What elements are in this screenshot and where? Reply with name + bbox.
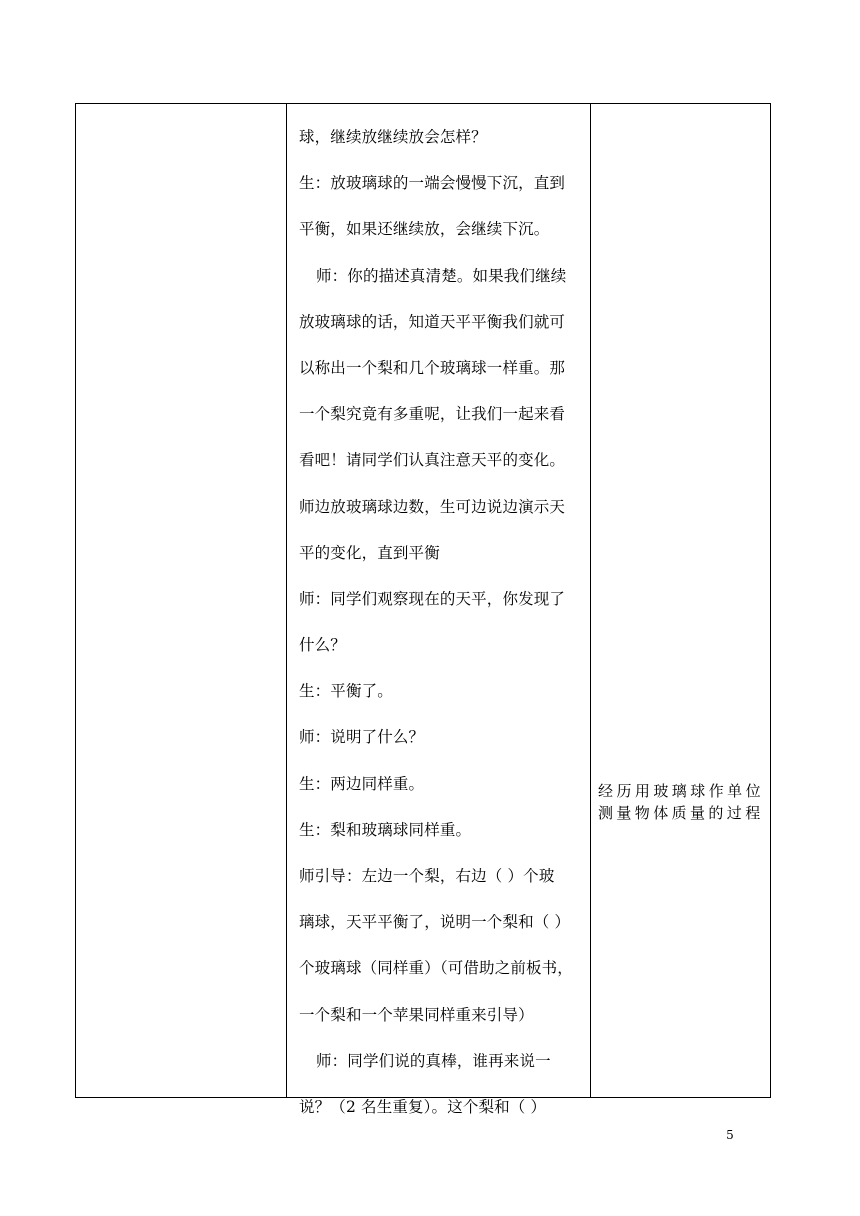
lesson-plan-table <box>75 103 771 1116</box>
dialogue-line: 一个梨究竟有多重呢，让我们一起来看 <box>299 405 566 424</box>
dialogue-line: 平的变化，直到平衡 <box>299 543 440 562</box>
dialogue-line: 看吧！请同学们认真注意天平的变化。 <box>299 451 566 470</box>
dialogue-line: 球，继续放继续放会怎样？ <box>299 128 487 146</box>
dialogue-line: 师引导：左边一个梨，右边（ ）个玻 <box>299 867 555 885</box>
dialogue-line: 什么？ <box>299 636 346 655</box>
table-column-teaching-process <box>287 104 591 1116</box>
dialogue-paragraph-list <box>299 114 581 1130</box>
dialogue-line: 平衡，如果还继续放，会继续下沉。 <box>299 220 550 239</box>
dialogue-line: 放玻璃球的话，知道天平平衡我们就可 <box>299 312 566 331</box>
dialogue-line: 师边放玻璃球边数，生可边说边演示天 <box>299 497 566 516</box>
dialogue-line: 生：两边同样重。 <box>299 774 425 793</box>
dialogue-line: 师：同学们观察现在的天平，你发现了 <box>299 589 566 608</box>
dialogue-line: 师：你的描述真清楚。如果我们继续 <box>316 266 567 285</box>
dialogue-line: 个玻璃球（同样重）（可借助之前板书， <box>299 959 573 978</box>
dialogue-line: 以称出一个梨和几个玻璃球一样重。那 <box>299 358 566 377</box>
dialogue-line: 说？（2 名生重复）。这个梨和（ ） <box>299 1097 547 1116</box>
page-number: 5 <box>726 1128 734 1142</box>
table-column-design-intent <box>591 104 770 1097</box>
dialogue-line: 生：梨和玻璃球同样重。 <box>299 820 472 839</box>
table-column-left <box>76 104 287 1097</box>
dialogue-line: 璃球，天平平衡了，说明一个梨和（ ） <box>299 913 571 932</box>
dialogue-line: 生：平衡了。 <box>299 682 393 701</box>
design-intent-note: 经历用玻璃球作单位测量物体质量的过程 <box>598 782 764 822</box>
dialogue-line: 一个梨和一个苹果同样重来引导） <box>299 1005 534 1024</box>
dialogue-line: 师：同学们说的真棒，谁再来说一 <box>316 1051 551 1070</box>
dialogue-line: 生：放玻璃球的一端会慢慢下沉，直到 <box>299 174 566 193</box>
dialogue-line: 师：说明了什么？ <box>299 728 425 747</box>
